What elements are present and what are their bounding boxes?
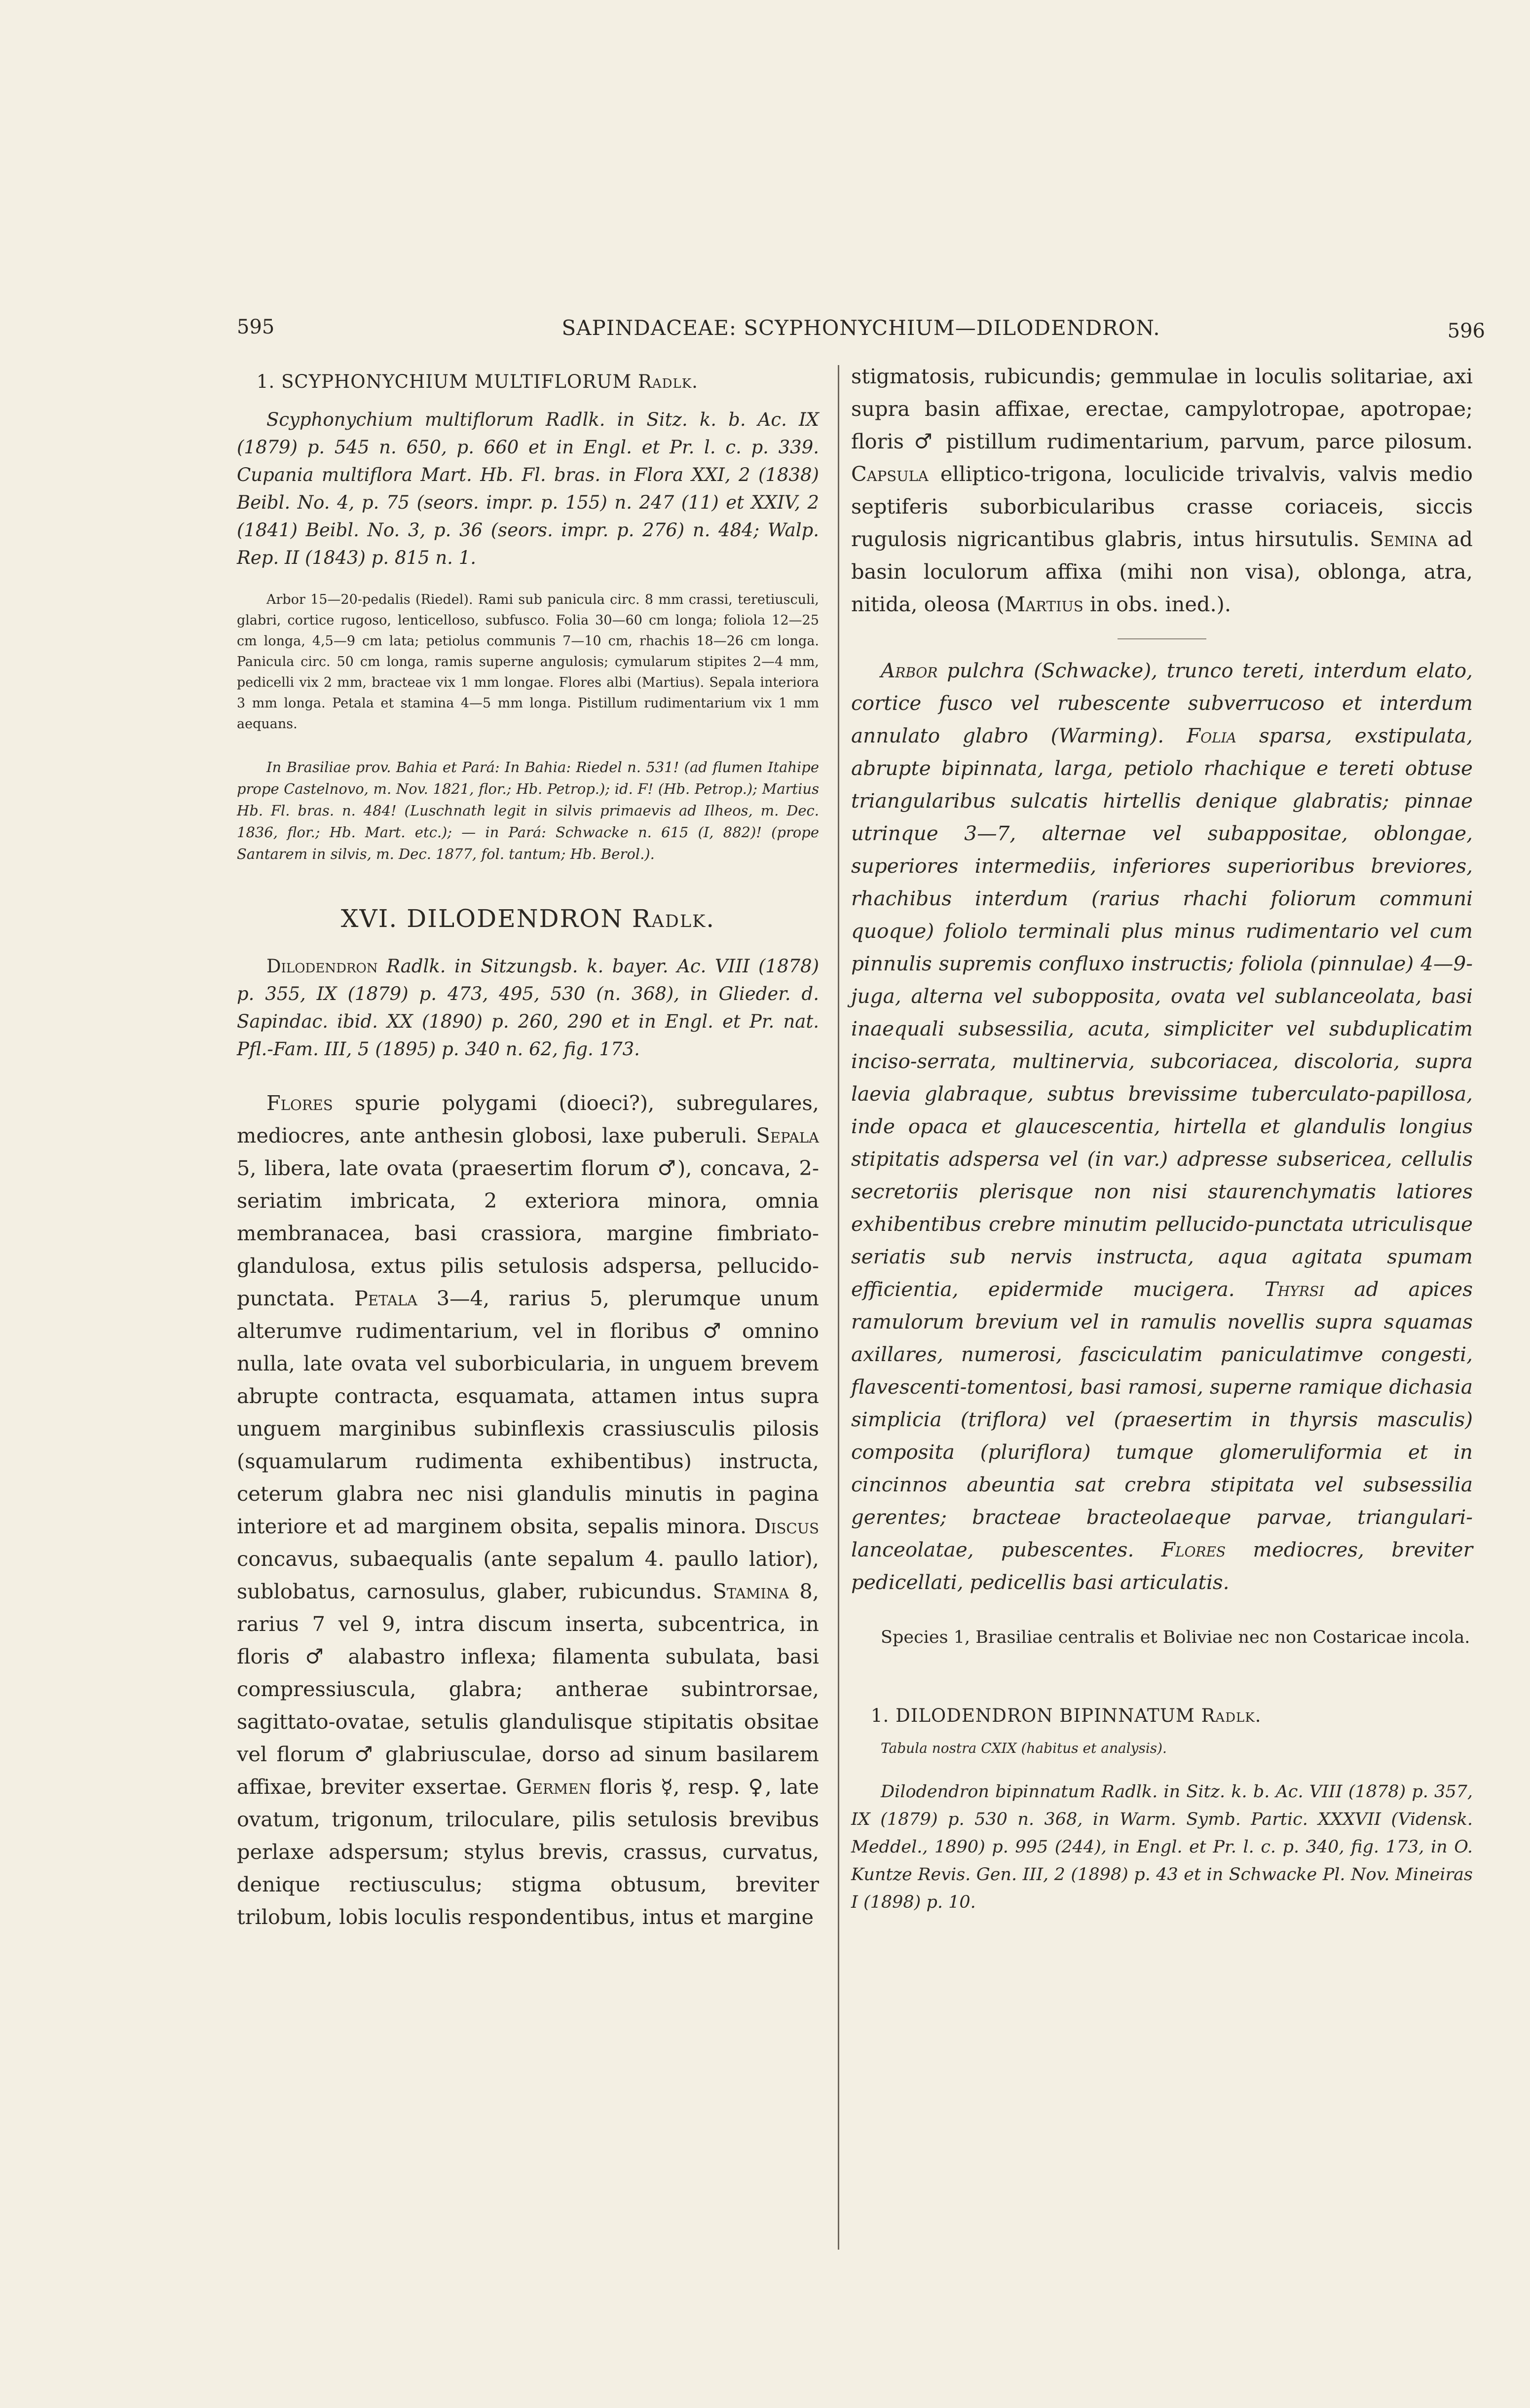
description-small-print: Arbor 15—20-pedalis (Riedel). Rami sub panicula circ. 8 mm crassi, teretiusculi, glabri, cortice rugoso, lenticelloso, subfusco. Folia 30—60 cm longa; foliola 12—25 cm longa, 4,5—9 cm lata; petiolus communis 7—10 cm, rhachis 18—26 cm longa. Panicula circ. 50 cm longa, ramis superne angulosis; cymularum stipites 2—4 mm, pedicelli vix 2 mm, bracteae vix 1 mm longae. Flores albi (Martius). Sepala interiora 3 mm longa. Petala et stamina 4—5 mm longa. Pistillum rudimentarium vix 1 mm aequans. [237, 592, 819, 732]
label-thyrsi: Thyrsi [1264, 1277, 1325, 1301]
species-count-note: Species 1, Brasiliae centralis et Boliviae nec non Costaricae incola. [881, 1628, 1470, 1647]
section-rule [1118, 638, 1206, 639]
running-title: SAPINDACEAE: SCYPHONYCHIUM—DILODENDRON. [561, 316, 1160, 340]
label-discus: Discus [754, 1514, 819, 1538]
species2-author: Radlk. [1201, 1705, 1262, 1726]
text-germen: floris ☿, resp. ♀, late ovatum, trigonum, triloculare, pilis setulosis brevibus perlaxe adspersum; stylus brevis, crassus, curvatus, denique rectiusculus; stigma obtusum, breviter trilobum, lobis loculis respondentibus, intus et margine [237, 1775, 819, 1929]
text-thyrsi: ad apices ramulorum brevium vel in ramulis novellis supra squamas axillares, numerosi, fasciculatim paniculatimve congesti, flavescenti-tomentosi, basi ramosi, superne ramique dichasia simplicia (triflora) vel (praesertim in thyrsis masculis) composita (pluriflora) tumque glomeruliformia et in cincinnos abeuntia sat crebra stipitata vel subsessilia gerentes; bracteae bracteolaeque parvae, triangulari-lanceolatae, pubescentes. [851, 1277, 1473, 1561]
text-petala: 3—4, rarius 5, plerumque unum alterumve rudimentarium, vel in floribus ♂ omnino nulla, late ovata vel suborbicularia, in unguem brevem abrupte contracta, esquamata, attamen intus supra unguem marginibus subinflexis crassiusculis pilosis (squamularum rudimenta exhibentibus) instructa, ceterum glabra nec nisi glandulis minutis in pagina interiore et ad marginem obsita, sepalis minora. [237, 1286, 819, 1538]
label-arbor: Arbor [881, 659, 938, 682]
running-header [237, 316, 1485, 350]
label-folia: Folia [1187, 724, 1236, 747]
label-petala: Petala [354, 1286, 417, 1310]
text-stamina: 8, rarius 7 vel 9, intra discum inserta, subcentrica, in floris ♂ alabastro inflexa; filamenta subulata, basi compressiuscula, glabra; antherae subintrorsae, sagittato-ovatae, setulis glandulisque stipitatis obsitae vel florum ♂ glabriusculae, dorso ad sinum basilarem affixae, breviter exsertae. [237, 1579, 819, 1799]
text-capsula: elliptico-trigona, loculicide trivalvis, valvis medio septiferis suborbicularibus crasse coriaceis, siccis rugulosis nigricantibus glabris, intus hirsutulis. [851, 462, 1473, 551]
synonymy2-paragraph: Dilodendron bipinnatum Radlk. in Sitz. k. b. Ac. VIII (1878) p. 357, IX (1879) p. 530 n. 368, in Warm. Symb. Partic. XXXVII (Vidensk. Meddel., 1890) p. 995 (244), in Engl. et Pr. l. c. p. 340, fig. 173, in O. Kuntze Revis. Gen. III, 2 (1898) p. 43 et in Schwacke Pl. Nov. Mineiras I (1898) p. 10. [851, 1782, 1473, 1912]
page-number-left: 595 [237, 316, 275, 338]
species2-name: 1. DILODENDRON BIPINNATUM [871, 1705, 1201, 1726]
text-sepala: 5, libera, late ovata (praesertim florum ♂), concava, 2-seriatim imbricata, 2 exteriora minora, omnia membranacea, basi crassiora, margine fimbriato-glandulosa, extus pilis setulosis adspersa, pellucido-punctata. [237, 1156, 819, 1310]
text-semina: ad basin loculorum affixa (mihi non visa), oblonga, atra, nitida, oleosa ( [851, 527, 1473, 616]
text-continued: stigmatosis, rubicundis; gemmulae in loculis solitariae, axi supra basin affixae, erectae, campylotropae, apotropae; floris ♂ pistillum rudimentarium, parvum, parce pilosum. [851, 364, 1473, 453]
genus-name: XVI. DILODENDRON [340, 904, 632, 933]
italic-description [851, 654, 1473, 1598]
text-discus: concavus, subaequalis (ante sepalum 4. paullo latior), sublobatus, carnosulus, glaber, rubicundus. [237, 1547, 819, 1603]
species-name: 1. SCYPHONYCHIUM MULTIFLORUM [257, 371, 638, 392]
page-number-right: 596 [1447, 320, 1485, 342]
label-stamina: Stamina [712, 1579, 789, 1603]
species-author: Radlk. [638, 371, 698, 392]
genus-description-continued [851, 360, 1473, 621]
label-semina: Semina [1370, 527, 1438, 551]
left-column [237, 360, 819, 1933]
species-heading-scyphonychium [257, 371, 819, 392]
genus-synonymy-text: Radlk. in Sitzungsb. k. bayer. Ac. VIII (1878) p. 355, IX (1879) p. 473, 495, 530 (n. 368), in Glieder. d. Sapindac. ibid. XX (1890) p. 260, 290 et in Engl. et Pr. nat. Pfl.-Fam. III, 5 (1895) p. 340 n. 62, fig. 173. [237, 956, 819, 1060]
text-folia: sparsa, exstipulata, abrupte bipinnata, larga, petiolo rhachique e tereti obtuse triangularibus sulcatis hirtellis denique glabratis; pinnae utrinque 3—7, alternae vel subappositae, oblongae, superiores intermediis, inferiores superioribus breviores, rhachibus interdum (rarius rhachi foliorum communi quoque) foliolo terminali plus minus rudimentario vel cum pinnulis supremis confluxo instructis; foliola (pinnulae) 4—9-juga, alterna vel subopposita, ovata vel sublanceolata, basi inaequali subsessilia, acuta, simpliciter vel subduplicatim inciso-serrata, multinervia, subcoriacea, discoloria, supra laevia glabraque, subtus brevissime tuberculato-papillosa, inde opaca et glaucescentia, hirtella et glandulis longius stipitatis adspersa vel (in var.) adpresse subsericea, cellulis secretoriis plerisque non nisi staurenchymatis latiores exhibentibus crebre minutim pellucido-punctata utriculisque seriatis sub nervis instructa, aqua agitata spumam efficientia, epidermide mucigera. [851, 724, 1473, 1301]
genus-synonymy-label: Dilodendron [266, 956, 378, 977]
label-flores-2: Flores [1161, 1538, 1226, 1561]
label-sepala: Sepala [756, 1123, 819, 1148]
column-divider [838, 365, 839, 2250]
genus-description [237, 1087, 819, 1933]
tabula-reference: Tabula nostra CXIX (habitus et analysis). [881, 1740, 1167, 1756]
label-germen: Germen [516, 1775, 591, 1799]
genus-author: Radlk. [632, 904, 715, 933]
text-flores-2: mediocres, breviter pedicellati, pedicellis basi articulatis. [851, 1538, 1473, 1594]
genus-synonymy [237, 953, 819, 1063]
label-capsula: Capsula [851, 462, 929, 486]
text-arbor: pulchra (Schwacke), trunco tereti, interdum elato, cortice fusco vel rubescente subverrucoso et interdum annulato glabro (Warming). [851, 659, 1473, 747]
text-flores: spurie polygami (dioeci?), subregulares, mediocres, ante anthesin globosi, laxe puberuli. [237, 1091, 819, 1148]
right-column [851, 360, 1473, 1916]
synonymy-paragraph: Scyphonychium multiflorum Radlk. in Sitz. k. b. Ac. IX (1879) p. 545 n. 650, p. 660 et in Engl. et Pr. l. c. p. 339. Cupania multiflora Mart. Hb. Fl. bras. in Flora XXI, 2 (1838) Beibl. No. 4, p. 75 (seors. impr. p. 155) n. 247 (11) et XXIV, 2 (1841) Beibl. No. 3, p. 36 (seors. impr. p. 276) n. 484; Walp. Rep. II (1843) p. 815 n. 1. [237, 409, 819, 568]
label-flores: Flores [266, 1091, 333, 1115]
species-heading-dilodendron [871, 1705, 1473, 1726]
label-martius: Martius [1004, 592, 1083, 616]
text-semina-end: in obs. ined.). [1083, 592, 1231, 616]
localities-paragraph: In Brasiliae prov. Bahia et Pará: In Bahia: Riedel n. 531! (ad flumen Itahipe prope Castelnovo, m. Nov. 1821, flor.; Hb. Petrop.); id. F! (Hb. Petrop.); Martius Hb. Fl. bras. n. 484! (Luschnath legit in silvis primaevis ad Ilheos, m. Dec. 1836, flor.; Hb. Mart. etc.); — in Pará: Schwacke n. 615 (I, 882)! (prope Santarem in silvis, m. Dec. 1877, fol. tantum; Hb. Berol.). [237, 759, 819, 862]
genus-heading [237, 904, 819, 933]
